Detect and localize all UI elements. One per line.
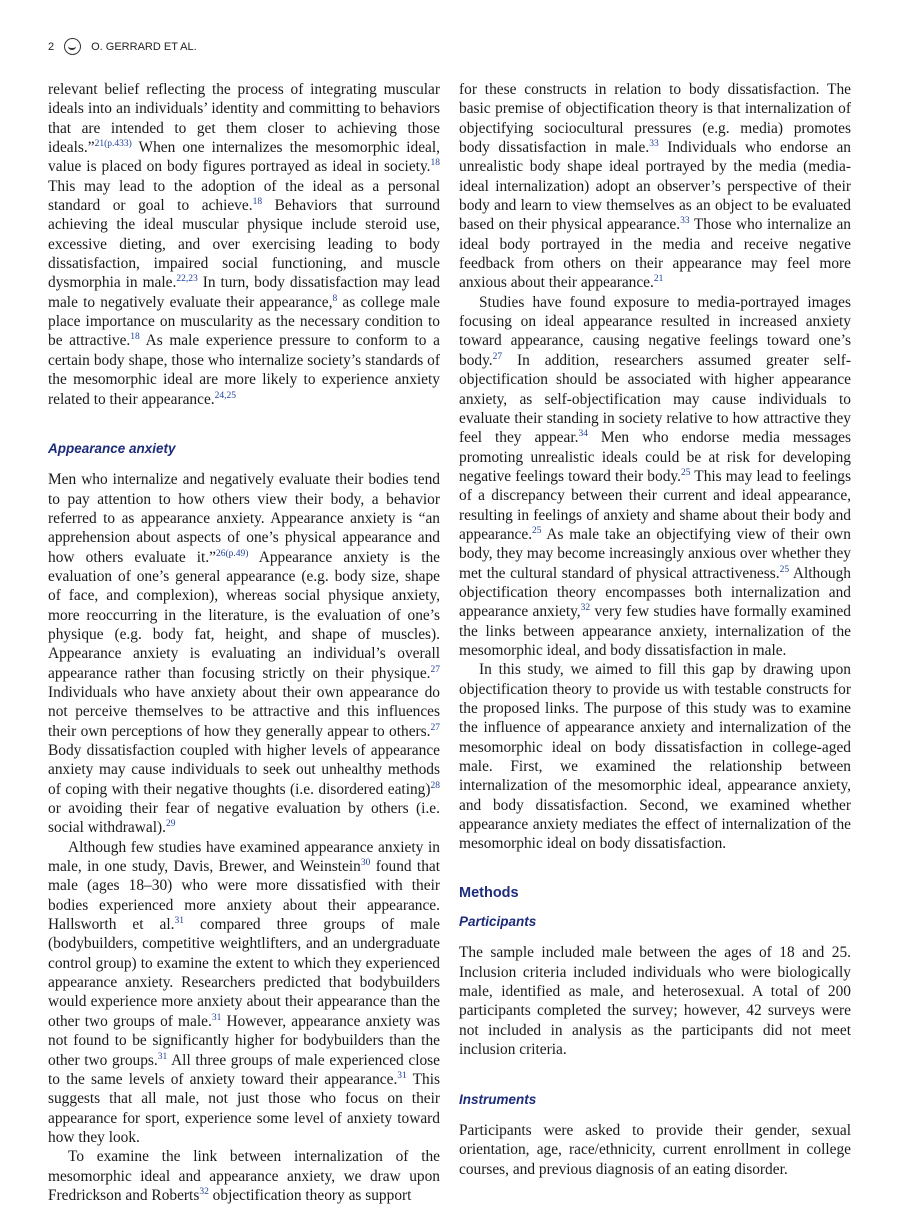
journal-logo-icon bbox=[64, 38, 81, 55]
citation-ref[interactable]: 25 bbox=[532, 525, 542, 536]
paragraph bbox=[48, 838, 440, 1148]
paragraph bbox=[459, 943, 851, 1059]
text-run: This may lead to feelings of a discrepancy between their current and ideal appearance, resulting in feelings of anxiety and shame about their body and appearance. bbox=[459, 467, 851, 543]
paragraph bbox=[48, 470, 440, 838]
citation-ref[interactable]: 34 bbox=[578, 429, 588, 440]
text-run: or avoiding their fear of negative evaluation by others (i.e. social withdrawal). bbox=[48, 800, 440, 837]
text-run: Body dissatisfaction coupled with higher levels of appearance anxiety may cause individuals to seek out unhealthy methods of coping with their negative thoughts (i.e. disordered eating) bbox=[48, 742, 440, 798]
citation-ref[interactable]: 18 bbox=[252, 196, 263, 207]
citation-ref[interactable]: 25 bbox=[680, 467, 691, 478]
text-run: Men who endorse media messages promoting unrealistic ideals could be at risk for developing negative feelings toward their body. bbox=[459, 429, 851, 485]
text-run: This may lead to the adoption of the ideal as a personal standard or goal to achieve. bbox=[48, 177, 440, 215]
text-run: Appearance anxiety is the evaluation of one’s general appearance (e.g. body size, shape of face, and complexion), whereas social physique anxiety, more reoccurring in the literature, is the evaluation of one’s physique (e.g. body fat, height, and shape of muscles). Appearance anxiety is evaluating an individual’s overall appearance rather than focusing strictly on their physique. bbox=[48, 548, 440, 682]
text-run: In turn, body dissatisfaction may lead male to negatively evaluate their appearance, bbox=[48, 274, 441, 311]
text-run: very few studies have formally examined the links between appearance anxiety, internalization of the mesomorphic ideal, and body dissatisfaction in male. bbox=[459, 603, 851, 659]
citation-ref[interactable]: 33 bbox=[649, 138, 659, 149]
running-head-authors: O. GERRARD ET AL. bbox=[91, 40, 197, 53]
citation-ref[interactable]: 32 bbox=[580, 603, 591, 614]
text-run: The sample included male between the ages of 18 and 25. Inclusion criteria included individuals who were biologically male, identified as male, and heterosexual. A total of 200 participants completed the survey; however, 42 surveys were not included in analysis as the participants did not meet inclusion criteria. bbox=[459, 944, 851, 1059]
text-run: relevant belief reflecting the process of integrating muscular ideals into an individuals’ identity and committing to behaviors that are intended to get them closer to achieving those ideals.” bbox=[48, 81, 440, 157]
citation-ref[interactable]: 18 bbox=[430, 158, 440, 169]
subsection-heading-participants: Participants bbox=[459, 914, 537, 930]
text-run: When one internalizes the mesomorphic ideal, value is placed on body figures portrayed as ideal in society. bbox=[48, 139, 440, 176]
citation-ref[interactable]: 31 bbox=[157, 1051, 168, 1062]
text-run: Studies have found exposure to media-portrayed images focusing on ideal appearance resulted in increased anxiety toward appearance, causing negative feelings toward one’s body. bbox=[459, 293, 851, 369]
citation-ref[interactable]: 21(p.433) bbox=[94, 138, 132, 149]
citation-ref[interactable]: 25 bbox=[779, 564, 790, 575]
citation-ref[interactable]: 8 bbox=[332, 293, 338, 304]
left-column bbox=[48, 80, 440, 1205]
citation-ref[interactable]: 31 bbox=[397, 1070, 407, 1081]
text-run: Individuals who endorse an unrealistic body shape ideal portrayed by the media (media-ideal internalization) adopt an observer’s perspective of their body and learn to view themselves as an object to be evaluated based on their physical appearance. bbox=[459, 139, 851, 234]
text-run: This suggests that all male, not just those who focus on their appearance for sport, experience some level of anxiety toward how they look. bbox=[48, 1070, 440, 1146]
citation-ref[interactable]: 28 bbox=[430, 780, 440, 791]
citation-ref[interactable]: 22,23 bbox=[176, 274, 198, 285]
paragraph bbox=[48, 80, 440, 409]
text-run: Behaviors that surround achieving the ideal muscular physique include steroid use, excessive dieting, and over exercising leading to body dissatisfaction, impaired social functioning, and muscle dysmorphia in male. bbox=[48, 197, 440, 292]
citation-ref[interactable]: 31 bbox=[174, 915, 184, 926]
citation-ref[interactable]: 26(p.49) bbox=[216, 548, 249, 559]
text-run: objectification theory as support bbox=[208, 1186, 412, 1204]
section-heading-methods: Methods bbox=[459, 884, 519, 901]
citation-ref[interactable]: 29 bbox=[165, 819, 176, 830]
text-run: All three groups of male experienced close to the same levels of anxiety toward their appearance. bbox=[48, 1051, 440, 1088]
text-run: In addition, researchers assumed greater self-objectification should be associated with higher appearance anxiety, as self-objectification may cause individuals to evaluate their standing in society relative to how attractive they feel they appear. bbox=[459, 351, 851, 447]
citation-ref[interactable]: 21 bbox=[653, 274, 664, 285]
paragraph bbox=[48, 1147, 440, 1205]
text-run: Although objectification theory encompasses both internalization and appearance anxiety, bbox=[459, 564, 851, 621]
citation-ref[interactable]: 24,25 bbox=[214, 390, 237, 401]
text-run: found that male (ages 18–30) who were more dissatisfied with their bodies experienced more anxiety about their appearance. Hallsworth et al. bbox=[48, 858, 441, 934]
citation-ref[interactable]: 27 bbox=[430, 664, 440, 675]
text-run: As male take an objectifying view of their own body, they may become increasingly anxious over whether they met the cultural standard of physical attractiveness. bbox=[459, 525, 851, 582]
text-run: Individuals who have anxiety about their own appearance do not perceive themselves to be attractive and this influences their own perceptions of how they generally appear to others. bbox=[48, 683, 440, 740]
text-run: Although few studies have examined appearance anxiety in male, in one study, Davis, Brewer, and Weinstein bbox=[48, 838, 440, 876]
citation-ref[interactable]: 31 bbox=[211, 1012, 222, 1023]
text-run: compared three groups of male (bodybuilders, competitive weightlifters, and an undergraduate control group) to examine the extent to which they experienced appearance anxiety. Researchers predicted that bodybuilders would experience more anxiety about their appearance than the other two groups of male. bbox=[48, 916, 440, 1030]
text-run: However, appearance anxiety was not found to be significantly higher for bodybuilders than the other two groups. bbox=[48, 1012, 441, 1069]
citation-ref[interactable]: 18 bbox=[130, 332, 140, 343]
page-number: 2 bbox=[48, 40, 55, 53]
paragraph bbox=[459, 80, 851, 293]
citation-ref[interactable]: 32 bbox=[199, 1186, 209, 1197]
text-run: In this study, we aimed to fill this gap by drawing upon objectification theory to provide us with testable constructs for the proposed links. The purpose of this study was to examine the influence of appearance anxiety and internalization of the mesomorphic ideal on body dissatisfaction in college-aged male. First, we examined the relationship between internalization of the mesomorphic ideal, appearance anxiety, and body dissatisfaction. Second, we examined whether appearance anxiety mediates the effect of internalization of the mesomorphic ideal on body dissatisfaction. bbox=[459, 661, 851, 853]
text-run: for these constructs in relation to body dissatisfaction. The basic premise of objectification theory is that internalization of objectifying sociocultural pressures (e.g. media) promotes body dissatisfaction in male. bbox=[459, 81, 851, 157]
section-heading-appearance-anxiety: Appearance anxiety bbox=[48, 440, 176, 456]
running-header bbox=[48, 38, 197, 55]
text-run: As male experience pressure to conform to a certain body shape, those who internalize society’s standards of the mesomorphic ideal are more likely to experience anxiety related to their appearance. bbox=[48, 332, 440, 408]
right-column bbox=[459, 80, 851, 1179]
citation-ref[interactable]: 30 bbox=[360, 857, 371, 868]
text-run: as college male place importance on muscularity as the necessary condition to be attractive. bbox=[48, 293, 440, 350]
text-run: Those who internalize an ideal body portrayed in the media and receive negative feedback from others on their appearance may feel more anxious about their appearance. bbox=[459, 216, 851, 292]
paragraph bbox=[459, 293, 851, 661]
citation-ref[interactable]: 27 bbox=[492, 351, 503, 362]
paragraph bbox=[459, 1121, 851, 1179]
text-run: Men who internalize and negatively evaluate their bodies tend to pay attention to how others view their body, a behavior referred to as appearance anxiety. Appearance anxiety is “an apprehension about aspects of one’s physical appearance and how others evaluate it.” bbox=[48, 471, 440, 566]
subsection-heading-instruments: Instruments bbox=[459, 1091, 537, 1107]
text-run: To examine the link between internalization of the mesomorphic ideal and appearance anxiety, we draw upon Fredrickson and Roberts bbox=[48, 1148, 440, 1204]
citation-ref[interactable]: 27 bbox=[430, 722, 440, 733]
paragraph bbox=[459, 660, 851, 853]
text-run: Participants were asked to provide their gender, sexual orientation, age, race/ethnicity, current enrollment in college courses, and previous diagnosis of an eating disorder. bbox=[459, 1121, 851, 1178]
citation-ref[interactable]: 33 bbox=[680, 216, 690, 227]
